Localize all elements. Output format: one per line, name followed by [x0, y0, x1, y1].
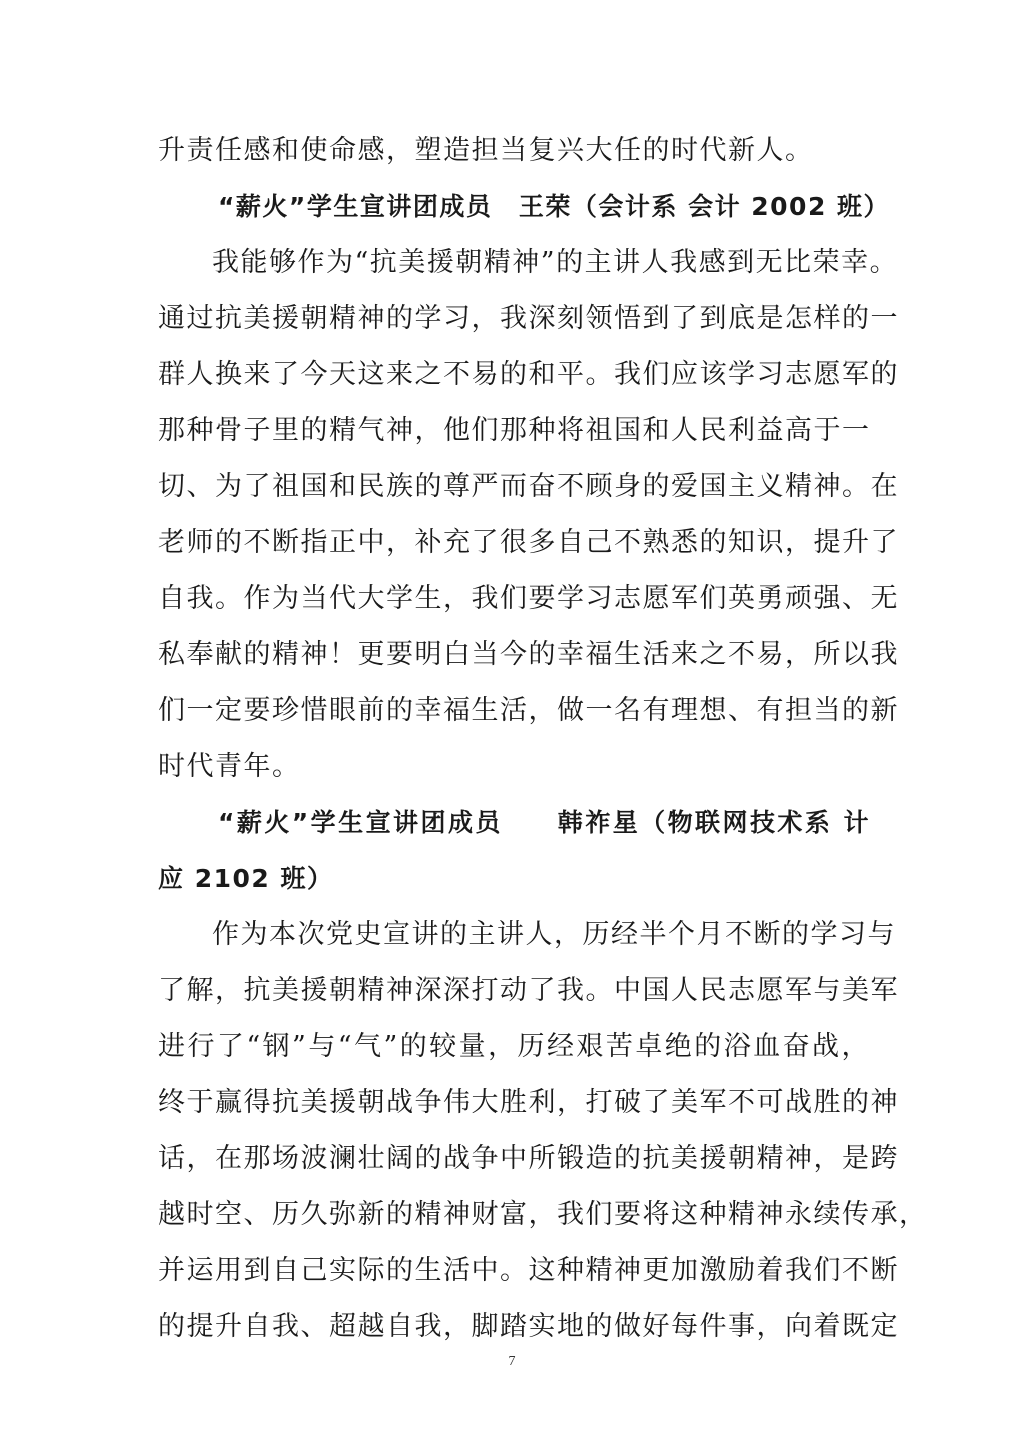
body-line: 们一定要珍惜眼前的幸福生活，做一名有理想、有担当的新 — [158, 695, 899, 726]
body-line: 作为本次党史宣讲的主讲人，历经半个月不断的学习与 — [212, 919, 896, 950]
body-line: 终于赢得抗美援朝战争伟大胜利，打破了美军不可战胜的神 — [158, 1087, 899, 1118]
body-line: 切、为了祖国和民族的尊严而奋不顾身的爱国主义精神。在 — [158, 471, 899, 502]
body-line: 群人换来了今天这来之不易的和平。我们应该学习志愿军的 — [158, 359, 899, 390]
body-line: 话，在那场波澜壮阔的战争中所锻造的抗美援朝精神，是跨 — [158, 1143, 899, 1174]
body-line: 通过抗美援朝精神的学习，我深刻领悟到了到底是怎样的一 — [158, 303, 899, 334]
speaker-heading-continued: 应 2102 班） — [158, 864, 334, 893]
page-number: 7 — [508, 1354, 516, 1369]
body-line: 并运用到自己实际的生活中。这种精神更加激励着我们不断 — [158, 1255, 899, 1286]
body-line: 了解，抗美援朝精神深深打动了我。中国人民志愿军与美军 — [158, 975, 899, 1006]
body-line: 那种骨子里的精气神，他们那种将祖国和人民利益高于一 — [158, 415, 871, 446]
speaker-heading: “薪火”学生宣讲团成员 王荣（会计系 会计 2002 班） — [218, 192, 891, 221]
body-line: 自我。作为当代大学生，我们要学习志愿军们英勇顽强、无 — [158, 583, 899, 614]
body-line: 老师的不断指正中，补充了很多自己不熟悉的知识，提升了 — [158, 527, 899, 558]
body-line: 进行了“钢”与“气”的较量，历经艰苦卓绝的浴血奋战， — [158, 1031, 870, 1062]
body-line: 越时空、历久弥新的精神财富，我们要将这种精神永续传承， — [158, 1199, 928, 1230]
body-line: 我能够作为“抗美援朝精神”的主讲人我感到无比荣幸。 — [212, 247, 899, 278]
body-line: 私奉献的精神！更要明白当今的幸福生活来之不易，所以我 — [158, 639, 899, 670]
body-line: 的提升自我、超越自我，脚踏实地的做好每件事，向着既定 — [158, 1311, 899, 1342]
body-line: 升责任感和使命感，塑造担当复兴大任的时代新人。 — [158, 135, 814, 166]
body-line: 时代青年。 — [158, 751, 301, 782]
speaker-heading: “薪火”学生宣讲团成员 韩祚星（物联网技术系 计 — [218, 808, 870, 837]
